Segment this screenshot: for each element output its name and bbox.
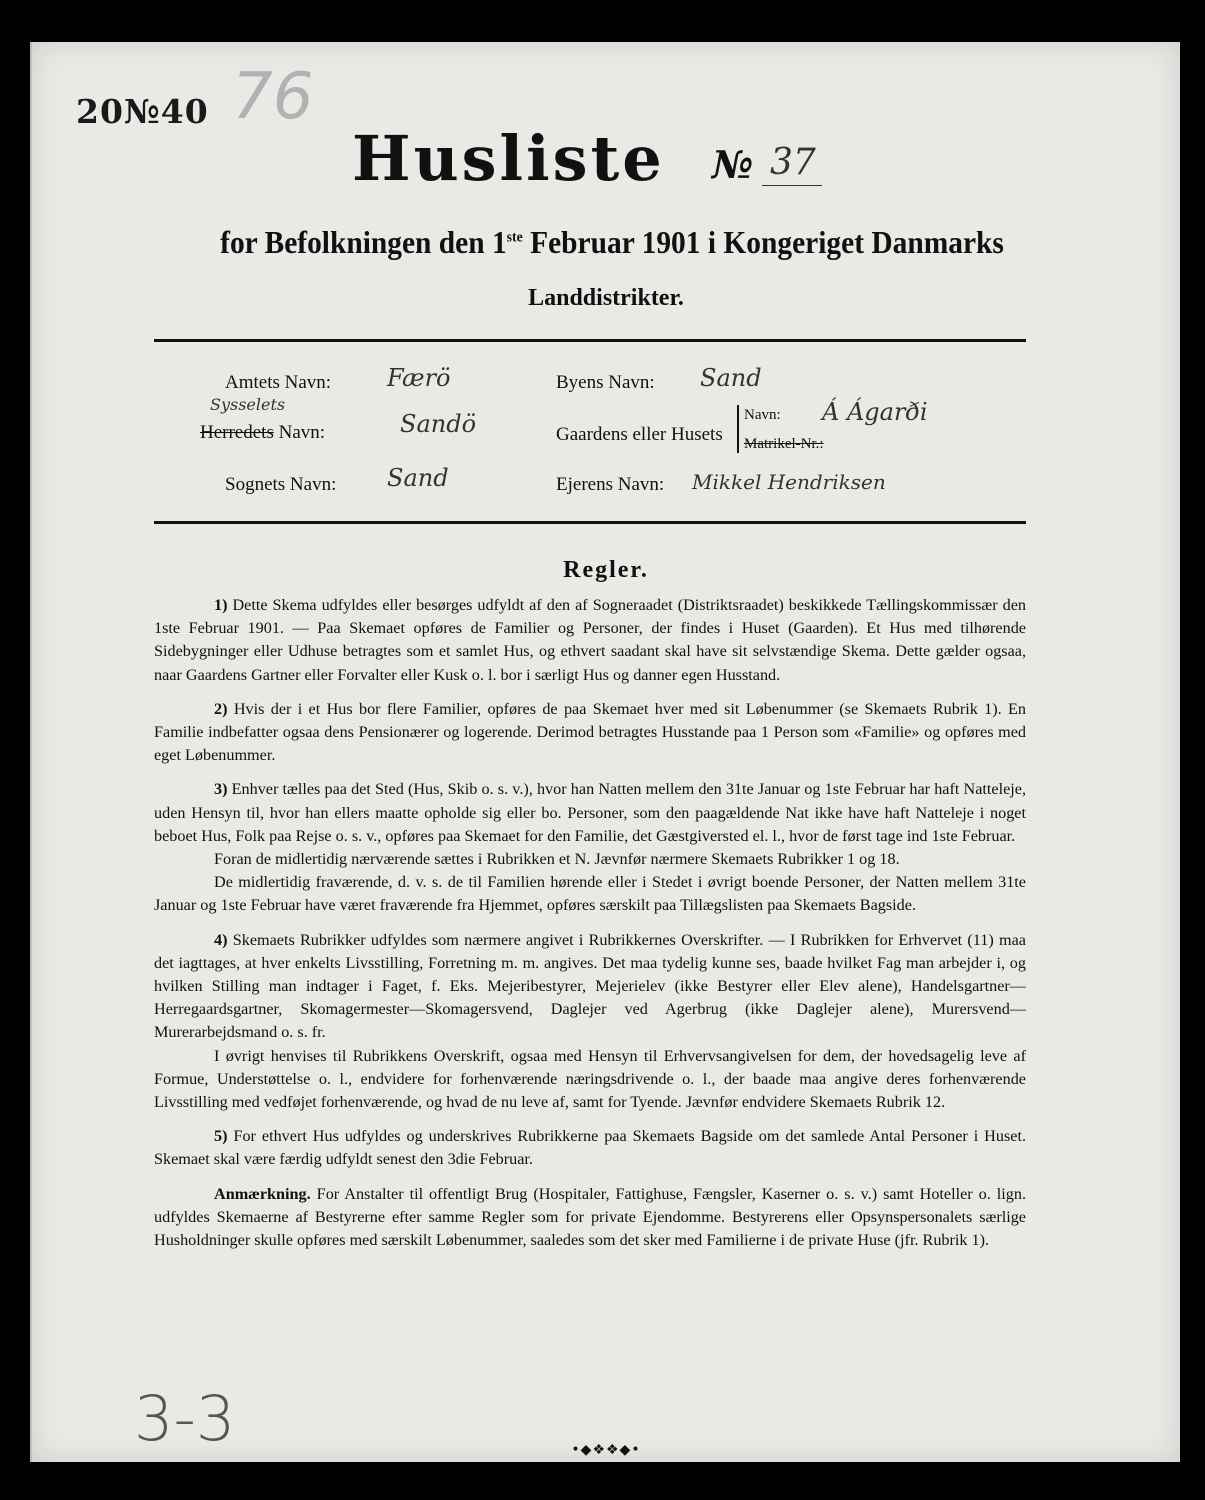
matrikel-label: Matrikel-Nr.: <box>744 436 824 452</box>
form-number-value: 37 <box>770 142 816 183</box>
rule-4-text: Skemaets Rubrikker udfyldes som nærmere angivet i Rubrikkernes Overskrifter. — I Rubrikken for Erhvervet (11) maa det iagttages, at hver enkelts Livsstilling, Forretning m. m. angives. Det maa tydelig kunne ses, baade hvilket Fag man arbejder i, og hvilken Stilling man indtager i Faget, f. Eks. Mejeribestyrer, Mejerielev (ikke Bestyrer eller Elev alene), Handelsgartner—Herregaardsgartner, Skomagermester—Skomagersvend, Daglejer ved Agerbrug (ikke Daglejer alene), Murersvend—Murerarbejdsmand o. s. fr. <box>154 930 1026 1042</box>
rule-5 <box>154 1125 1026 1171</box>
note <box>154 1183 1026 1253</box>
rule-1-number: 1) <box>214 596 228 614</box>
herred-label-rest: Navn: <box>273 422 326 443</box>
herred-label <box>200 422 325 444</box>
amt-label: Amtets Navn: <box>225 372 332 393</box>
gaard-label: Gaardens eller Husets <box>556 424 723 445</box>
subtitle-text: for Befolkningen den 1 <box>220 224 507 260</box>
sogn-value: Sand <box>387 464 449 492</box>
navn-label: Navn: <box>744 407 781 423</box>
rule-3b-text: Foran de midlertidig nærværende sættes i Rubrikken et N. Jævnfør nærmere Skemaets Rubrikker 1 og 18. <box>214 850 900 869</box>
rule-3-number: 3) <box>214 780 228 799</box>
form-number-underline <box>762 185 822 186</box>
rule-3 <box>154 778 1026 848</box>
rule-3c <box>154 871 1026 917</box>
census-form-sheet <box>30 42 1180 1462</box>
rule-1 <box>154 594 1026 687</box>
rules-heading: Regler. <box>563 557 649 583</box>
subtitle-superscript: ste <box>506 229 523 246</box>
rule-5-text: For ethvert Hus udfyldes og underskrives Rubrikkerne paa Skemaets Bagside om det samlede Antal Personer i Huset. Skemaet skal være færdig udfyldt senest den 3die Februar. <box>154 1127 1026 1169</box>
divider-top <box>154 339 1026 342</box>
archive-number: 20№40 <box>76 92 209 131</box>
rule-1-text: Dette Skema udfyldes eller besørges udfyldt af den af Sogneraadet (Distriktsraadet) beskikkede Tællingskommissær den 1ste Februar 1901. — Paa Skemaet opføres de Familier og Personer, der findes i Huset (Gaarden). Et Hus med tilhørende Sidebygninger eller Udhuse betragtes som et samlet Hus, og ethvert saadant skal have sit selvstændige Skema. Dette gælder ogsaa, naar Gaardens Gartner eller Forvalter eller Kusk o. l. bor i særligt Hus og danner egen Husstand. <box>154 596 1026 684</box>
rule-4b <box>154 1045 1026 1115</box>
by-label: Byens Navn: <box>556 372 655 393</box>
form-district-type: Landdistrikter. <box>528 285 684 311</box>
subtitle-text-end: Februar 1901 i Kongeriget Danmarks <box>522 224 1004 260</box>
rule-4b-text: I øvrigt henvises til Rubrikkens Overskrift, ogsaa med Hensyn til Erhvervsangivelsen for dem, der hovedsagelig leve af Formue, Understøttelse o. l., endvidere for forhenværende næringsdrivende o. l., der baade maa angive deres forhenværende Livsstilling med vedføjet forhenværende, og hvad de nu leve af, samt for Tyende. Jævnfør endvidere Skemaets Rubrik 12. <box>154 1046 1026 1112</box>
rule-2-number: 2) <box>214 699 228 718</box>
navn-value: Á Ágarði <box>822 398 928 426</box>
herred-value: Sandö <box>400 410 477 438</box>
note-text: For Anstalter til offentligt Brug (Hospitaler, Fattighuse, Fængsler, Kaserner o. s. v.) samt Hoteller o. lign. udfyldes Skemaerne af Bestyrerne efter samme Regler som for private Ejendomme. Bestyrerens eller Opsynspersonalets særlige Husholdninger skulle opføres med særskilt Løbenummer, saaledes som det sker med Familierne i de private Huse (jfr. Rubrik 1). <box>154 1184 1026 1250</box>
rule-3-text: Enhver tælles paa det Sted (Hus, Skib o. s. v.), hvor han Natten mellem den 31te Januar og 1ste Februar har haft Natteleje, uden Hensyn til, hvor han ellers maatte opholde sig eller bo. Personer, som den paagældende Nat ikke have haft Natteleje i noget beboet Hus, Folk paa Rejse o. s. v., opføres paa Skemaet for den Familie, det Gæstgiversted el. l., hvor de først tage ind 1ste Februar. <box>154 780 1026 845</box>
ejer-label: Ejerens Navn: <box>556 474 665 495</box>
ejer-value: Mikkel Hendriksen <box>692 470 886 494</box>
ornament-divider: •◆❖❖◆• <box>571 1442 641 1458</box>
pencil-mark-top: 76 <box>232 60 314 134</box>
form-subtitle <box>198 224 1026 261</box>
rule-4 <box>154 929 1026 1045</box>
rule-5-number: 5) <box>214 1127 228 1146</box>
divider-bottom <box>154 521 1026 524</box>
rule-4-number: 4) <box>214 930 228 949</box>
sogn-label: Sognets Navn: <box>225 474 337 495</box>
by-value: Sand <box>700 364 762 392</box>
gaard-bracket <box>737 405 739 453</box>
form-title: Husliste <box>352 122 665 195</box>
rule-3c-text: De midlertidig fraværende, d. v. s. de til Familien hørende eller i Stedet i øvrigt boende Personer, der Natten mellem 31te Januar og 1ste Februar have været fraværende fra Hjemmet, opføres særskilt paa Tillægslisten paa Skemaets Bagside. <box>154 873 1026 915</box>
rules-body <box>154 594 1026 1263</box>
sysselets-handwritten: Sysselets <box>210 395 286 414</box>
amt-value: Færö <box>387 364 451 392</box>
herred-label-struck: Herredets <box>200 422 274 443</box>
form-number-label: № <box>712 142 754 187</box>
rule-2-text: Hvis der i et Hus bor flere Familier, opføres de paa Skemaet hver med sit Løbenummer (se Skemaets Rubrik 1). En Familie indbefatter ogsaa dens Pensionærer og logerende. Derimod betragtes Husstande paa 1 Person som «Familie» og opføres med eget Løbenummer. <box>154 699 1026 765</box>
rule-2 <box>154 698 1026 768</box>
pencil-mark-bottom: 3-3 <box>134 1382 236 1455</box>
note-label: Anmærkning. <box>214 1184 311 1203</box>
rule-3b <box>154 848 1026 871</box>
